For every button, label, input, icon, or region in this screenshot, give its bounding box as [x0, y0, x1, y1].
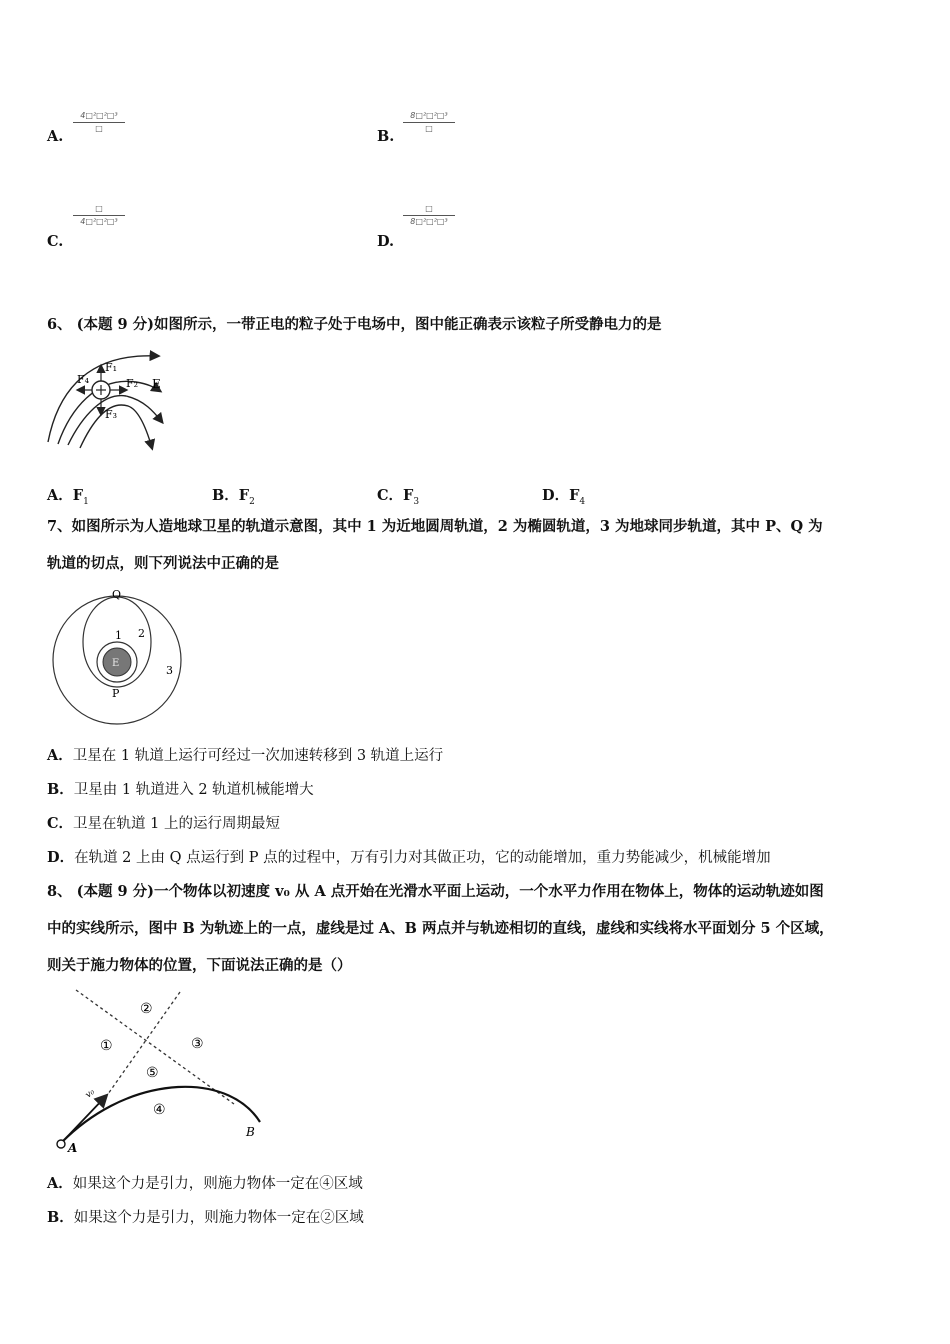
q6-option-d-text: F — [569, 487, 580, 504]
q7-option-d — [47, 847, 771, 869]
q5-option-a-label: A. — [47, 128, 64, 145]
q8-trajectory-figure — [48, 984, 270, 1156]
q5-option-d-numerator: □ — [425, 204, 433, 213]
label-region-1: ① — [100, 1038, 113, 1054]
fraction-bar — [73, 215, 125, 216]
q6-option-a-text: F — [72, 487, 84, 504]
q6-option-a-sub: 1 — [83, 496, 89, 507]
q6-option-c-label: C． — [377, 487, 404, 504]
q5-option-d-formula — [403, 204, 455, 227]
q7-option-b-text: 卫星由 1 轨道进入 2 轨道机械能增大 — [73, 782, 314, 798]
label-v0: v₀ — [83, 1087, 97, 1101]
q6-option-d-sub: 4 — [579, 496, 586, 507]
label-earth: E — [112, 658, 120, 669]
q5-option-c-label: C. — [47, 233, 64, 250]
q6-option-b-label: B． — [212, 487, 239, 504]
label-f3: F₃ — [105, 408, 118, 421]
label-field-e: E — [152, 377, 161, 391]
label-region-2: ② — [140, 1001, 153, 1017]
q7-option-b — [47, 779, 314, 801]
q8-option-b-text: 如果这个力是引力，则施力物体一定在②区域 — [73, 1210, 364, 1226]
label-region-5: ⑤ — [146, 1065, 159, 1081]
q8-option-b — [47, 1207, 364, 1229]
q5-option-d-denominator: 8□²□²□³ — [410, 217, 448, 226]
q6-option-b-sub: 2 — [249, 496, 255, 507]
q5-option-b-label: B. — [377, 128, 395, 145]
q5-option-b-formula — [403, 111, 455, 134]
q7-stem-line-1: 7、如图所示为人造地球卫星的轨道示意图，其中 1 为近地圆周轨道，2 为椭圆轨道，3 为地球同步轨道，其中 P、Q 为 — [47, 518, 823, 535]
point-a-icon — [57, 1140, 65, 1148]
q7-stem-line-2: 轨道的切点，则下列说法中正确的是 — [47, 555, 279, 572]
q6-option-c-text: F — [403, 487, 414, 504]
label-f1: F₁ — [105, 361, 118, 374]
label-orbit-2: 2 — [138, 627, 145, 640]
q8-option-a — [47, 1173, 363, 1195]
label-point-b: B — [246, 1125, 255, 1139]
q8-option-a-text: 如果这个力是引力，则施力物体一定在④区域 — [72, 1176, 363, 1192]
q5-option-d-label: D. — [377, 233, 395, 250]
label-q: Q — [112, 588, 122, 601]
q5-option-b-denominator: □ — [425, 124, 433, 133]
q7-option-a — [47, 745, 443, 767]
q8-stem-line-2: 中的实线所示，图中 B 为轨迹上的一点，虚线是过 A、B 两点并与轨迹相切的直线，虚线和实线将水平面划分 5 个区域， — [47, 920, 834, 937]
q5-option-a-formula — [73, 111, 125, 134]
label-f4: F₄ — [77, 373, 90, 386]
q6-option-b — [212, 484, 255, 507]
q7-option-b-label: B． — [47, 781, 74, 798]
initial-velocity-arrow — [66, 1096, 106, 1138]
q5-option-a-numerator: 4□²□²□³ — [80, 111, 118, 120]
q6-option-a-label: A． — [47, 487, 73, 504]
q6-option-b-text: F — [238, 487, 250, 504]
q6-option-c-sub: 3 — [413, 496, 420, 507]
q7-option-a-label: A． — [47, 747, 73, 764]
label-region-3: ③ — [191, 1036, 204, 1052]
label-orbit-1: 1 — [115, 629, 122, 642]
q7-orbit-figure — [50, 586, 184, 728]
q8-stem-line-1: 8、 (本题 9 分)一个物体以初速度 v₀ 从 A 点开始在光滑水平面上运动，一个水平力作用在物体上，物体的运动轨迹如图 — [47, 883, 824, 900]
q6-option-d — [542, 484, 585, 507]
q5-option-c-numerator: □ — [95, 204, 103, 213]
q8-stem-line-3: 则关于施力物体的位置，下面说法正确的是（） — [47, 957, 352, 974]
q5-option-a-denominator: □ — [95, 124, 103, 133]
q6-option-c — [377, 484, 419, 507]
q7-option-c-text: 卫星在轨道 1 上的运行周期最短 — [73, 816, 280, 832]
q8-option-b-label: B． — [47, 1209, 74, 1226]
label-region-4: ④ — [153, 1102, 166, 1118]
q7-option-d-label: D． — [47, 849, 75, 866]
label-p: P — [112, 687, 120, 700]
q6-option-d-label: D． — [542, 487, 570, 504]
fraction-bar — [73, 122, 125, 123]
q8-option-a-label: A． — [47, 1175, 73, 1192]
fraction-bar — [403, 122, 455, 123]
label-point-a: A — [68, 1141, 78, 1155]
q7-option-c — [47, 813, 280, 835]
q5-option-c-denominator: 4□²□²□³ — [80, 217, 118, 226]
q6-stem: 6、 (本题 9 分)如图所示，一带正电的粒子处于电场中，图中能正确表示该粒子所受静电力的是 — [47, 316, 662, 333]
q7-option-a-text: 卫星在 1 轨道上运行可经过一次加速转移到 3 轨道上运行 — [72, 748, 444, 764]
label-orbit-3: 3 — [166, 664, 173, 677]
fraction-bar — [403, 215, 455, 216]
q7-option-d-text: 在轨道 2 上由 Q 点运行到 P 点的过程中，万有引力对其做正功，它的动能增加，重力势能减少，机械能增加 — [74, 850, 771, 866]
q7-option-c-label: C． — [47, 815, 74, 832]
label-f2: F₂ — [126, 377, 139, 390]
q6-option-a — [47, 484, 89, 507]
q5-option-b-numerator: 8□²□²□³ — [410, 111, 448, 120]
q6-electric-field-figure — [44, 346, 168, 452]
q5-option-c-formula — [73, 204, 125, 227]
